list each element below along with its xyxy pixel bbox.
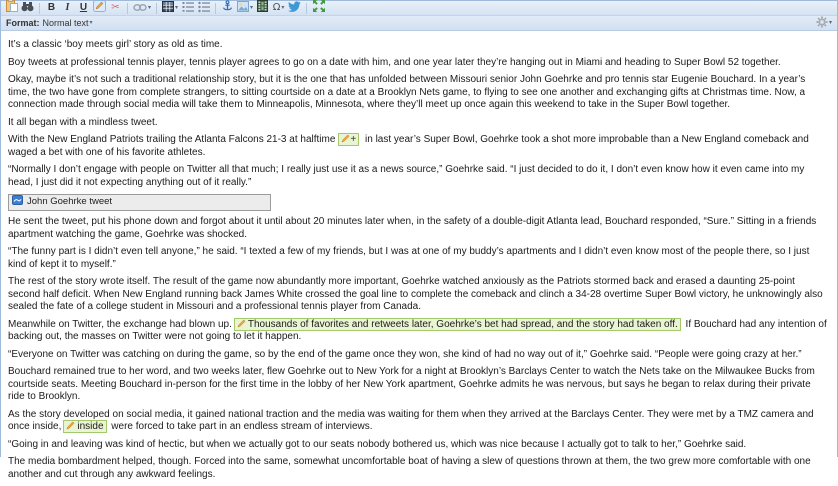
toolbar-separator (215, 3, 216, 14)
fullscreen-icon (313, 0, 325, 17)
format-value: Normal text (42, 18, 89, 28)
cut-button[interactable] (108, 1, 123, 15)
underline-button[interactable] (76, 1, 91, 15)
edit-annotation-button[interactable] (92, 1, 107, 15)
scissors-icon: ✂ (111, 2, 120, 13)
gear-icon (816, 16, 828, 30)
tracked-change-highlight[interactable] (63, 420, 106, 433)
unordered-list-icon (198, 0, 210, 17)
italic-button[interactable] (60, 1, 75, 15)
paragraph: He sent the tweet, put his phone down and forgot about it until about 20 minutes later when, in the safety of a double-digit Atlanta lead, Bouchard responded, “Sure.” Sitting in a friends apartment watching the game, Goehrke was shocked. (8, 216, 817, 240)
paragraph-text: in last year’s Super Bowl, Goehrke took a shot more improbable than a New England comeback and waged a bet with one of his favorite athletes. (8, 134, 809, 158)
plus-label: + (350, 134, 357, 145)
paragraph: The media bombardment helped, though. Forced into the same, somewhat uncomfortable boat of having a slew of questions thrown at them, the two grew more comfortable with one another and cut through any awkward feelings. (8, 456, 811, 480)
ordered-list-icon (182, 0, 194, 17)
underline-icon: U (79, 2, 88, 13)
link-icon (133, 0, 147, 17)
highlighted-text: inside (77, 421, 104, 432)
paragraph-text: Meanwhile on Twitter, the exchange had blown up. (8, 318, 232, 330)
paste-icon (6, 0, 18, 17)
paragraph: Bouchard remained true to her word, and two weeks later, flew Goehrke out to New York for a night at Brooklyn’s Barclays Center to watch the Nets take on the Milwaukee Bucks from courtside seats. Meeting Bouchard in-person for the first time in the lobby of her New York apartment, Goehrke admits he was nervous, but says he began to relax during their private ride to Brooklyn. (8, 366, 815, 402)
toolbar-separator (156, 3, 157, 14)
ordered-list-button[interactable] (180, 1, 195, 15)
format-label: Format: (6, 18, 40, 28)
omega-icon: Ω (272, 2, 281, 13)
binoculars-icon (21, 0, 34, 17)
pencil-icon (237, 319, 246, 328)
paragraph: It all began with a mindless tweet. (8, 116, 158, 128)
toolbar-separator (306, 3, 307, 14)
italic-icon: I (65, 2, 70, 13)
format-dropdown[interactable] (43, 18, 93, 28)
paste-button[interactable] (4, 1, 19, 15)
unordered-list-button[interactable] (196, 1, 211, 15)
chevron-down-icon: ▾ (250, 5, 254, 11)
settings-button[interactable] (816, 16, 832, 30)
insert-image-button[interactable] (236, 1, 254, 15)
paragraph: It’s a classic ‘boy meets girl’ story as old as time. (8, 39, 223, 50)
paragraph: Boy tweets at professional tennis player, tennis player agrees to go on a date with him, and one year later they’re hanging out in Miami and heading to Super Bowl 52 together. (8, 56, 781, 68)
paragraph: “The funny part is I didn’t even tell anyone,” he said. “I texted a few of my friends, but I was at one of my buddy’s apartments and I didn’t even know most of the people there, so I just kind of kept it to myself.” (8, 246, 810, 270)
edit-pencil-icon (93, 0, 106, 17)
editor-toolbar (1, 1, 837, 16)
tracked-change-highlight[interactable] (234, 318, 681, 331)
special-characters-button[interactable] (271, 1, 286, 15)
toolbar-separator (127, 3, 128, 14)
table-icon (162, 0, 174, 17)
paragraph-text: If Bouchard had any intention of backing out, the masses on Twitter were not going to let it happen. (8, 318, 827, 342)
chevron-down-icon: ▾ (89, 20, 93, 26)
paragraph-text: As the story developed on social media, it gained national traction and the media was waiting for them when they arrived at the Barclays Center. They were met by a TMZ camera and once inside, (8, 408, 814, 432)
bold-icon: B (47, 2, 56, 13)
paragraph: “Normally I don’t engage with people on Twitter all that much; I really just use it as a news source,” Goehrke said. “I just decided to do it, I don’t even know how it even came into my head, I just did it not expecting anything out of it really.” (8, 164, 805, 188)
paragraph: “Everyone on Twitter was catching on during the game, so by the end of the game once they won, she kind of had no way out of it,” Goehrke said. “People were going crazy at her.” (8, 348, 802, 360)
table-button[interactable] (161, 1, 179, 15)
highlighted-text: Thousands of favorites and retweets later, Goehrke’s bet had spread, and the story had taken off. (247, 318, 678, 330)
embed-media-icon (12, 195, 23, 210)
paragraph: The rest of the story wrote itself. The result of the game now abundantly more important, Goehrke watched anxiously as the Patriots stormed back and erased a daunting 25-point second half deficit. When New England running back James White crossed the goal line to complete the comeback and clinch a 34-28 overtime Super Bowl victory, he unknowingly also sealed the fate of a college student in Missouri and a professional tennis player from Canada. (8, 276, 823, 312)
pencil-icon (66, 421, 75, 430)
tweet-embed-placeholder[interactable] (8, 194, 271, 211)
editor-content-area[interactable] (1, 31, 837, 486)
image-icon (237, 0, 249, 17)
find-replace-button[interactable] (20, 1, 35, 15)
bold-button[interactable] (44, 1, 59, 15)
paragraph-text: With the New England Patriots trailing the Atlanta Falcons 21-3 at halftime (8, 134, 336, 145)
fullscreen-button[interactable] (311, 1, 326, 15)
anchor-button[interactable] (220, 1, 235, 15)
chevron-down-icon: ▾ (148, 5, 152, 11)
toolbar-separator (39, 3, 40, 14)
chevron-down-icon: ▾ (175, 5, 179, 11)
twitter-icon (288, 0, 301, 17)
insert-tweet-button[interactable] (287, 1, 302, 15)
paragraph-with-annotation (8, 409, 829, 434)
paragraph: Okay, maybe it’s not such a traditional relationship story, but it is the one that has unfolded between Missouri senior John Goehrke and pro tennis star Eugenie Bouchard. In a year’s time, the two have gone from complete strangers, to sitting courtside on a date at a Brooklyn Nets game, to flying to see one another and exchanging gifts at Christmas time. Now, a connection made through social media will take them to Minneapolis, Minnesota, where they’ll meet up once again this weekend to take in the Super Bowl together. (8, 74, 806, 110)
film-icon (257, 0, 268, 17)
anchor-icon (222, 0, 233, 17)
paragraph-text: were forced to take part in an endless stream of interviews. (108, 421, 373, 432)
chevron-down-icon: ▾ (281, 5, 285, 11)
paragraph-with-annotation (8, 319, 829, 344)
paragraph: “Going in and leaving was kind of hectic, but when we actually got to our seats nobody bothered us, which was nice because I actually got to talk to her,” Goehrke said. (8, 438, 747, 450)
annotation-add-marker[interactable] (338, 133, 359, 146)
format-bar (1, 16, 837, 31)
embed-label: John Goehrke tweet (27, 196, 113, 208)
insert-video-button[interactable] (255, 1, 270, 15)
link-button[interactable] (132, 1, 152, 15)
paragraph-with-annotation (8, 134, 829, 159)
chevron-down-icon: ▾ (828, 20, 832, 26)
